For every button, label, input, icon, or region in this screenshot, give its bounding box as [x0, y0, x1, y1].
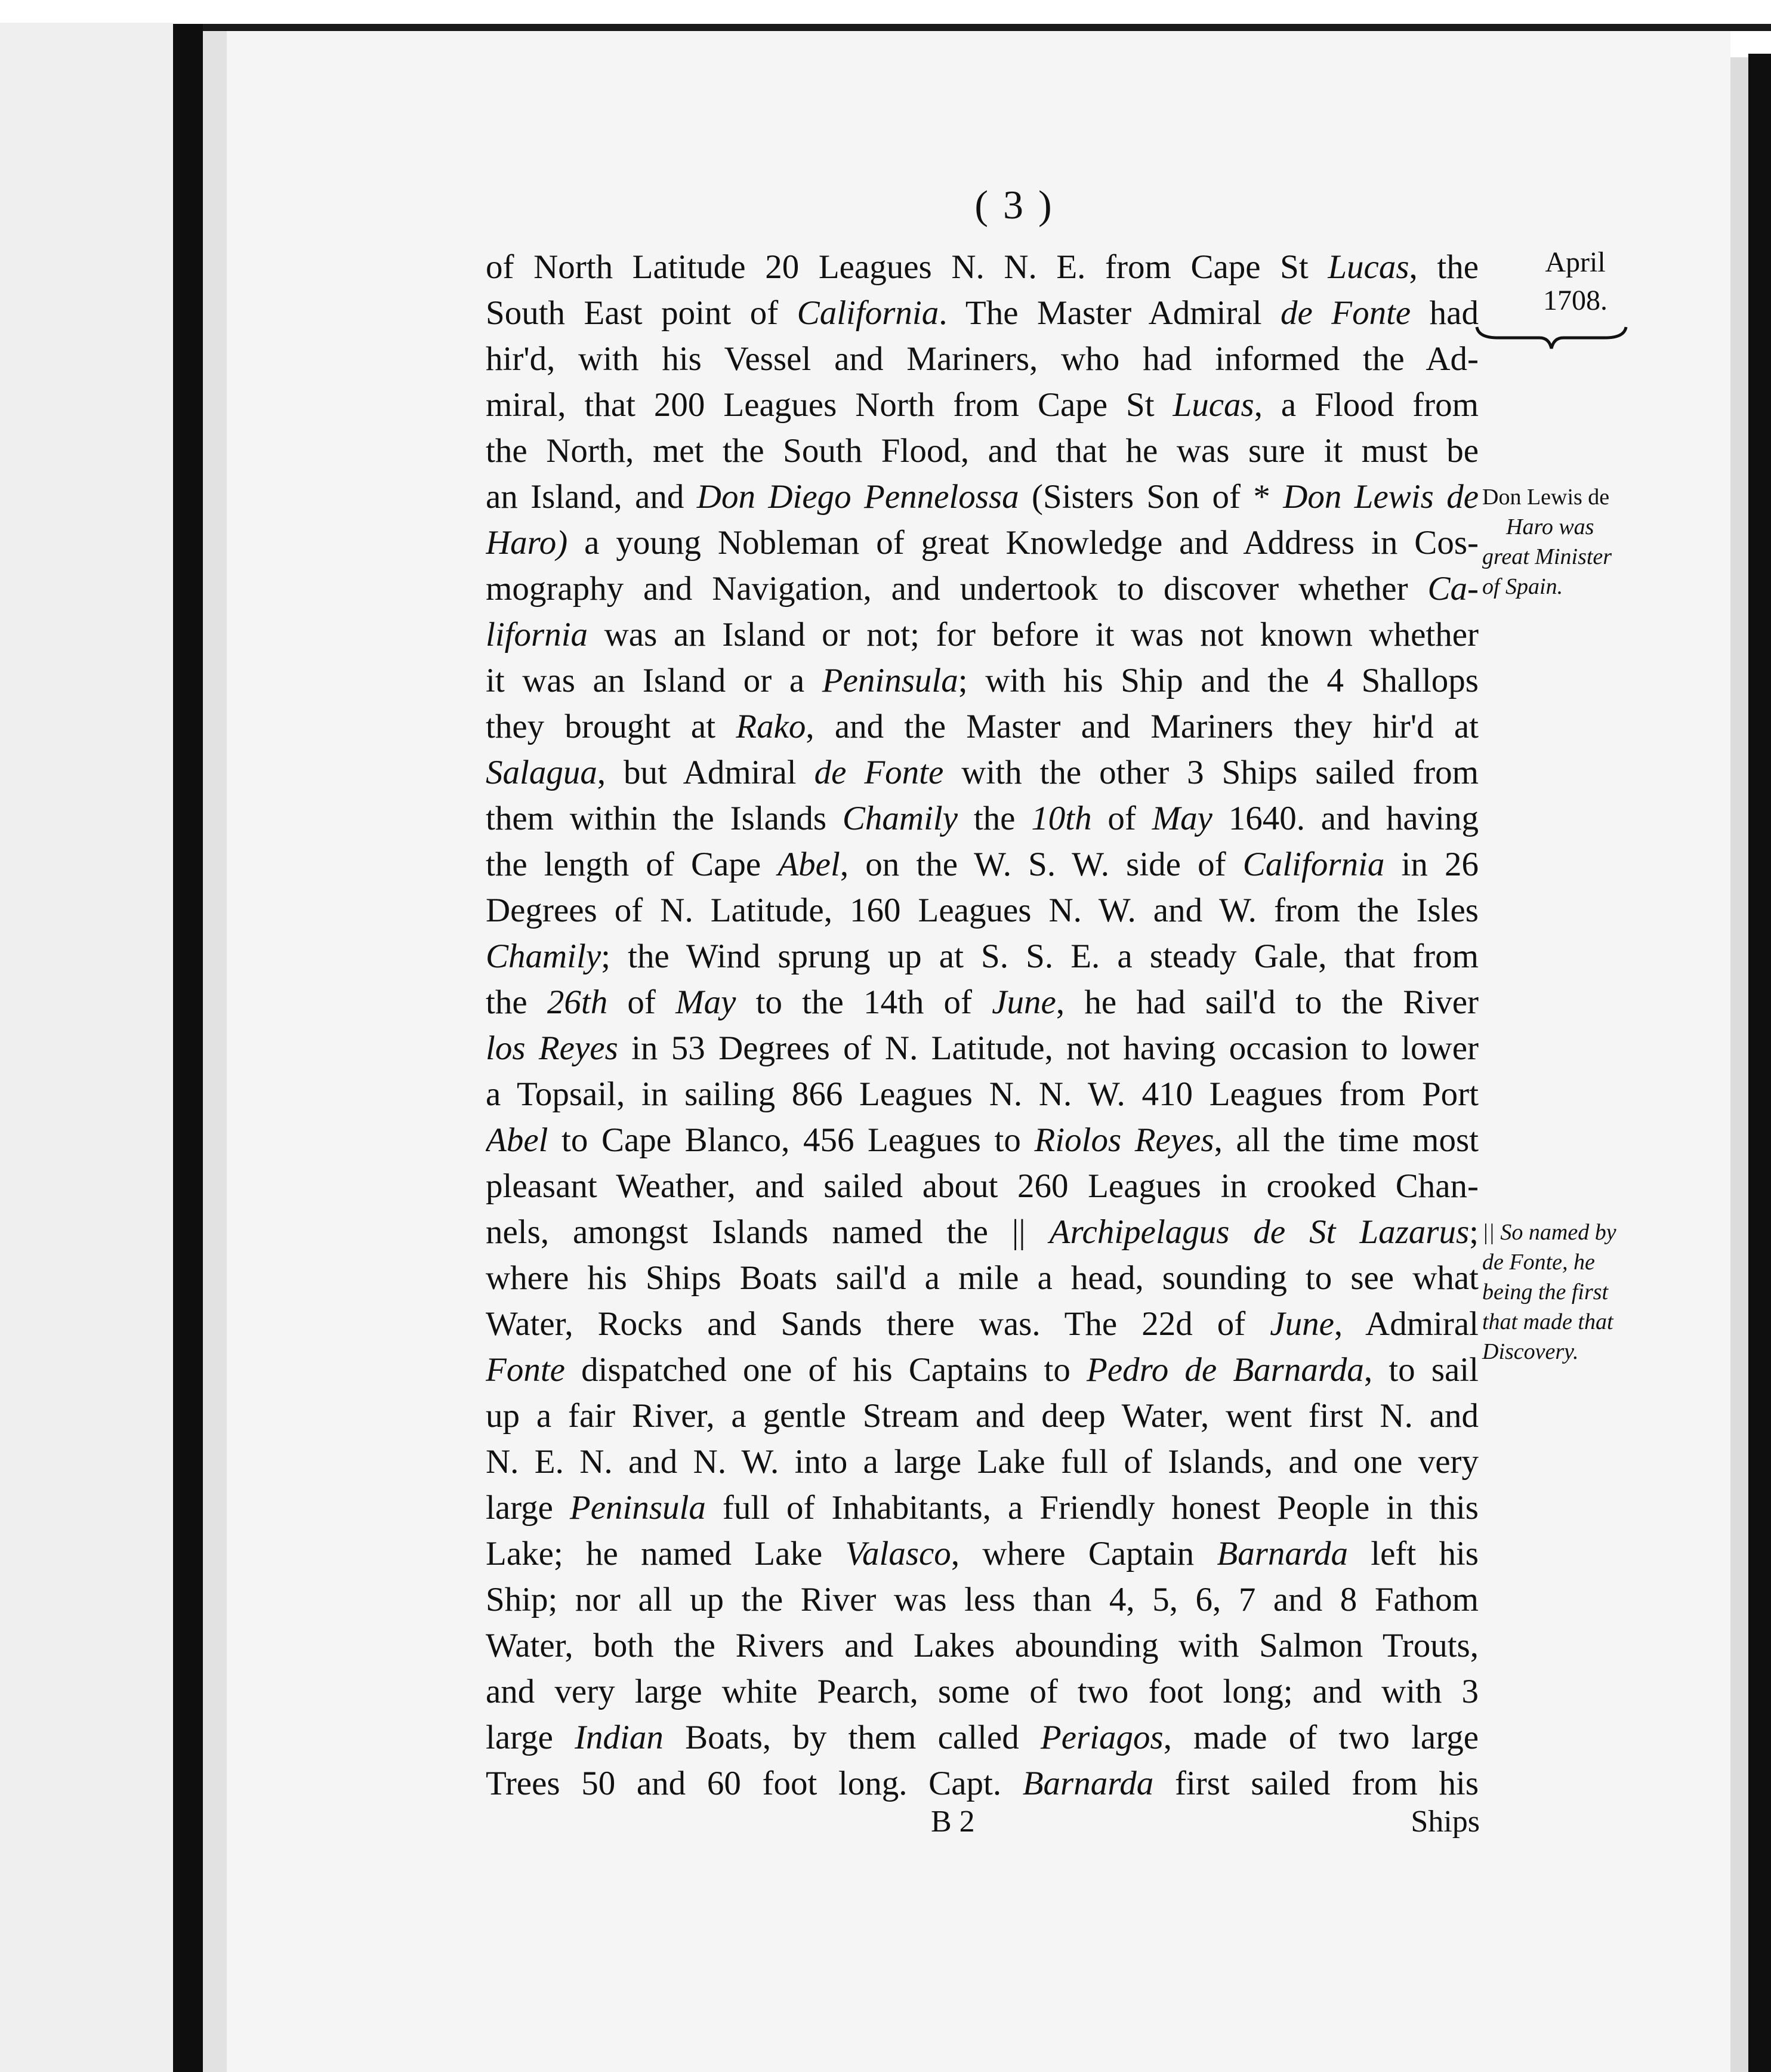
text-line: hir'd, with his Vessel and Mariners, who had informed the Ad- [486, 340, 1479, 378]
margin-note-haro [1482, 482, 1637, 602]
text-line: a Topsail, in sailing 866 Leagues N. N. W. 410 Leagues from Port [486, 1075, 1479, 1113]
text-line: Lake; he named Lake Valasco, where Captain Barnarda left his [486, 1535, 1479, 1572]
margin-note-line: of Spain. [1482, 574, 1563, 599]
date-brace-icon [1474, 322, 1629, 352]
text-line: Water, Rocks and Sands there was. The 22d of June, Admiral [486, 1305, 1479, 1343]
catchword: Ships [1411, 1805, 1480, 1839]
margin-note-lazarus [1482, 1217, 1637, 1367]
running-head: ( 3 ) [974, 182, 1054, 227]
text-line: nels, amongst Islands named the || Archipelagus de St Lazarus; [486, 1213, 1479, 1251]
text-line: Trees 50 and 60 foot long. Capt. Barnarda first sailed from his [486, 1765, 1479, 1802]
margin-note-line: Haro was [1506, 514, 1594, 539]
text-line: South East point of California. The Master Admiral de Fonte had [486, 294, 1479, 332]
margin-note-line: de Fonte, he [1482, 1250, 1595, 1275]
text-line: they brought at Rako, and the Master and Mariners they hir'd at [486, 708, 1479, 745]
signature-mark: B 2 [931, 1805, 975, 1839]
gutter-shadow [173, 24, 203, 2072]
text-line: the length of Cape Abel, on the W. S. W. side of California in 26 [486, 846, 1479, 883]
text-line: mography and Navigation, and undertook to discover whether Ca- [486, 570, 1479, 608]
margin-note-line: great Minister [1482, 544, 1612, 569]
text-line: Ship; nor all up the River was less than 4, 5, 6, 7 and 8 Fathom [486, 1581, 1479, 1618]
margin-note-line: being the first [1482, 1279, 1609, 1305]
text-line: and very large white Pearch, some of two foot long; and with 3 [486, 1673, 1479, 1710]
text-line: large Indian Boats, by them called Periagos, made of two large [486, 1719, 1479, 1756]
margin-note-line: || So named by [1482, 1220, 1616, 1245]
margin-note-line: 1708. [1543, 285, 1608, 316]
text-line: of North Latitude 20 Leagues N. N. E. from Cape St Lucas, the [486, 248, 1479, 286]
text-line: N. E. N. and N. W. into a large Lake full of Islands, and one very [486, 1443, 1479, 1481]
left-facing-page [0, 23, 173, 2072]
text-line: Water, both the Rivers and Lakes abounding with Salmon Trouts, [486, 1627, 1479, 1664]
text-line: it was an Island or a Peninsula; with his Ship and the 4 Shallops [486, 662, 1479, 699]
margin-note-line: Don Lewis de [1482, 485, 1610, 510]
text-line: an Island, and Don Diego Pennelossa (Sisters Son of * Don Lewis de [486, 478, 1479, 516]
margin-note-date [1516, 243, 1635, 320]
text-line: Abel to Cape Blanco, 456 Leagues to Riolos Reyes, all the time most [486, 1121, 1479, 1159]
text-line: large Peninsula full of Inhabitants, a Friendly honest People in this [486, 1489, 1479, 1527]
text-line: Salagua, but Admiral de Fonte with the other 3 Ships sailed from [486, 754, 1479, 791]
margin-note-line: April [1545, 246, 1606, 278]
text-line: up a fair River, a gentle Stream and deep Water, went first N. and [486, 1397, 1479, 1435]
margin-note-line: that made that [1482, 1309, 1613, 1334]
text-line: pleasant Weather, and sailed about 260 Leagues in crooked Chan- [486, 1167, 1479, 1205]
text-line: where his Ships Boats sail'd a mile a head, sounding to see what [486, 1259, 1479, 1297]
page-edge [1730, 57, 1748, 2072]
text-line: them within the Islands Chamily the 10th of May 1640. and having [486, 800, 1479, 837]
text-line: los Reyes in 53 Degrees of N. Latitude, not having occasion to lower [486, 1029, 1479, 1067]
text-line: the 26th of May to the 14th of June, he had sail'd to the River [486, 983, 1479, 1021]
text-line: miral, that 200 Leagues North from Cape St Lucas, a Flood from [486, 386, 1479, 424]
text-line: the North, met the South Flood, and that he was sure it must be [486, 432, 1479, 470]
margin-note-line: Discovery. [1482, 1339, 1579, 1364]
text-line: Fonte dispatched one of his Captains to Pedro de Barnarda, to sail [486, 1351, 1479, 1389]
text-line: Degrees of N. Latitude, 160 Leagues N. W. and W. from the Isles [486, 892, 1479, 929]
text-line: Haro) a young Nobleman of great Knowledge and Address in Cos- [486, 524, 1479, 562]
text-line: lifornia was an Island or not; for before it was not known whether [486, 616, 1479, 653]
text-line: Chamily; the Wind sprung up at S. S. E. a steady Gale, that from [486, 938, 1479, 975]
